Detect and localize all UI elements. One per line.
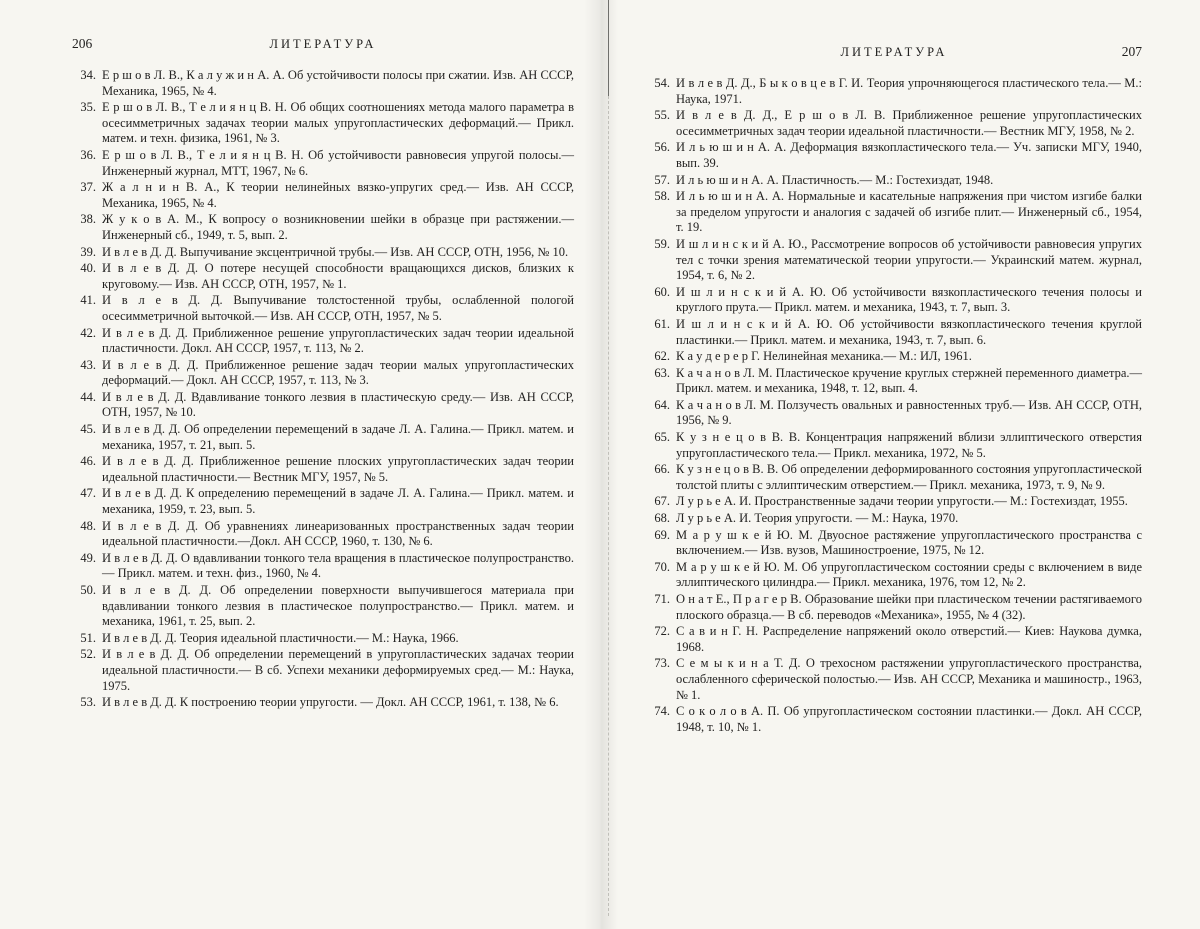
reference-item — [646, 349, 1142, 365]
reference-number: 63. — [654, 365, 670, 380]
reference-number: 46. — [80, 454, 96, 469]
reference-number: 38. — [80, 212, 96, 227]
reference-text: С а в и н Г. Н. Распределение напряжений около отверстий.— Киев: Наукова думка, 1968. — [676, 624, 1142, 654]
reference-text: К у з н е ц о в В. В. Концентрация напряжений вблизи эллиптического отверстия упругопластического тела.— Прикл. механика, 1972, № 5. — [676, 430, 1142, 460]
reference-text: Е р ш о в Л. В., Т е л и я н ц В. Н. Об устойчивости равновесия упругой полосы.— Инженерный журнал, МТТ, 1967, № 6. — [102, 147, 574, 178]
reference-text: И в л е в Д. Д. Об определении поверхности выпучившегося материала при вдавливании тонкого лезвия в пластическое полупространство.— Прикл. матем. и механика, 1961, т. 25, вып. 2. — [102, 583, 574, 629]
reference-text: И в л е в Д. Д., Е р ш о в Л. В. Приближенное решение упругопластических осесимметричных задач теории идеальной пластичности.— Вестник МГУ, 1958, № 2. — [676, 108, 1142, 138]
reference-text: К а ч а н о в Л. М. Пластическое кручение круглых стержней переменного диаметра.— Прикл. матем. и механика, 1948, т. 12, вып. 4. — [676, 365, 1142, 396]
reference-text: Ж у к о в А. М., К вопросу о возникновении шейки в образце при растяжении.— Инженерный сб., 1949, т. 5, вып. 2. — [102, 212, 574, 242]
reference-text: И в л е в Д. Д. Об уравнениях линеаризованных пространственных задач теории идеальной пластичности.—Докл. АН СССР, 1960, т. 130, № 6. — [102, 518, 574, 549]
reference-text: И ш л и н с к и й А. Ю. Об устойчивости вязкопластического течения круглой пластинки.— Прикл. матем. и механика, 1943, т. 7, вып. 6. — [676, 316, 1142, 347]
reference-item — [646, 76, 1142, 107]
reference-item — [72, 326, 574, 357]
reference-item — [646, 592, 1142, 623]
running-head-left: ЛИТЕРАТУРА — [269, 37, 377, 51]
reference-item — [646, 237, 1142, 284]
reference-text: И л ь ю ш и н А. А. Пластичность.— М.: Гостехиздат, 1948. — [676, 172, 994, 187]
reference-item — [646, 624, 1142, 655]
reference-item — [72, 293, 574, 324]
reference-number: 72. — [654, 624, 670, 639]
reference-item — [72, 454, 574, 485]
reference-number: 73. — [654, 656, 670, 671]
reference-number: 50. — [80, 583, 96, 597]
reference-number: 48. — [80, 518, 96, 533]
reference-item — [72, 180, 574, 211]
reference-item — [72, 68, 574, 99]
reference-text: Ж а л н и н В. А., К теории нелинейных вязко-упругих сред.— Изв. АН СССР, Механика, 1965, № 4. — [102, 180, 574, 210]
reference-item — [72, 551, 574, 582]
reference-item — [72, 631, 574, 647]
reference-text: И в л е в Д. Д. К определению перемещений в задаче Л. А. Галина.— Прикл. матем. и механика, 1959, т. 23, вып. 5. — [102, 486, 574, 517]
reference-item — [646, 366, 1142, 397]
reference-text: К а у д е р е р Г. Нелинейная механика.— М.: ИЛ, 1961. — [676, 349, 972, 364]
reference-text: Е р ш о в Л. В., К а л у ж и н А. А. Об устойчивости полосы при сжатии. Изв. АН СССР, Механика, 1965, № 4. — [102, 68, 574, 98]
reference-text: И в л е в Д. Д. Об определении перемещений в задаче Л. А. Галина.— Прикл. матем. и механика, 1957, т. 21, вып. 5. — [102, 422, 574, 452]
reference-number: 54. — [654, 76, 670, 90]
reference-text: И в л е в Д. Д., Б ы к о в ц е в Г. И. Теория упрочняющегося пластического тела.— М.: Наука, 1971. — [676, 76, 1142, 106]
reference-number: 41. — [80, 293, 96, 308]
reference-number: 69. — [654, 527, 670, 542]
reference-text: М а р у ш к е й Ю. М. Двуосное растяжение упругопластического пространства с включением.— Изв. вузов, Машиностроение, 1975, № 12. — [676, 527, 1142, 558]
reference-number: 58. — [654, 189, 670, 204]
reference-item — [72, 647, 574, 694]
reference-number: 43. — [80, 357, 96, 372]
reference-item — [72, 422, 574, 453]
page-header-right — [646, 44, 1142, 60]
page-right — [600, 0, 1200, 929]
reference-item — [72, 390, 574, 421]
reference-item — [646, 462, 1142, 493]
reference-text: О н а т Е., П р а г е р В. Образование шейки при пластическом течении растягиваемого плоского образца.— В сб. переводов «Механика», 1955, № 4 (32). — [676, 592, 1142, 622]
reference-number: 44. — [80, 389, 96, 404]
reference-text: К а ч а н о в Л. М. Ползучесть овальных и равностенных труб.— Изв. АН СССР, ОТН, 1956, № 9. — [676, 397, 1142, 428]
reference-number: 70. — [654, 559, 670, 574]
reference-text: Л у р ь е А. И. Теория упругости. — М.: Наука, 1970. — [676, 511, 959, 526]
reference-item — [646, 317, 1142, 348]
reference-item — [72, 245, 574, 261]
reference-item — [646, 173, 1142, 189]
reference-number: 59. — [654, 236, 670, 251]
reference-text: М а р у ш к е й Ю. М. Об упругопластическом состоянии среды с включением в виде эллиптического цилиндра.— Прикл. механика, 1976, том 12, № 2. — [676, 559, 1142, 590]
reference-number: 37. — [80, 180, 96, 195]
reference-text: С е м ы к и н а Т. Д. О трехосном растяжении упругопластического пространства, ослабленного сферической полостью.— Изв. АН СССР, Механика и машиностр., 1963, № 1. — [676, 656, 1142, 702]
reference-number: 49. — [80, 550, 96, 565]
reference-text: И ш л и н с к и й А. Ю. Об устойчивости вязкопластического течения полосы и круглого прута.— Прикл. матем. и механика, 1943, т. 7, вып. 3. — [676, 284, 1142, 315]
reference-text: И в л е в Д. Д. Выпучивание толстостенной трубы, ослабленной пологой осесимметричной выточкой.— Изв. АН СССР, ОТН, 1957, № 5. — [102, 293, 574, 323]
reference-item — [72, 212, 574, 243]
reference-number: 42. — [80, 325, 96, 340]
running-head-right: ЛИТЕРАТУРА — [840, 45, 948, 59]
reference-number: 62. — [654, 349, 670, 364]
reference-item — [72, 261, 574, 292]
reference-item — [646, 560, 1142, 591]
reference-text: И в л е в Д. Д. Приближенное решение задач теории малых упругопластических деформаций.— Докл. АН СССР, 1957, т. 113, № 3. — [102, 357, 574, 388]
reference-text: И ш л и н с к и й А. Ю., Рассмотрение вопросов об устойчивости равновесия упругих тел с точки зрения математической теории упругости.— Украинский матем. журнал, 1954, т. 6, № 2. — [676, 236, 1142, 283]
reference-item — [646, 528, 1142, 559]
reference-number: 35. — [80, 100, 96, 115]
reference-number: 55. — [654, 108, 670, 123]
reference-item — [72, 519, 574, 550]
reference-text: Л у р ь е А. И. Пространственные задачи теории упругости.— М.: Гостехиздат, 1955. — [676, 494, 1128, 509]
reference-text: И л ь ю ш и н А. А. Деформация вязкопластического тела.— Уч. записки МГУ, 1940, вып. 39. — [676, 140, 1142, 170]
page-header-left — [72, 36, 574, 52]
reference-list-left — [72, 68, 574, 711]
reference-number: 34. — [80, 68, 96, 82]
reference-item — [646, 704, 1142, 735]
reference-item — [72, 583, 574, 630]
reference-text: И в л е в Д. Д. Выпучивание эксцентричной трубы.— Изв. АН СССР, ОТН, 1956, № 10. — [102, 244, 569, 259]
reference-text: И в л е в Д. Д. Теория идеальной пластичности.— М.: Наука, 1966. — [102, 630, 459, 645]
reference-number: 66. — [654, 462, 670, 477]
reference-number: 40. — [80, 261, 96, 276]
reference-text: Е р ш о в Л. В., Т е л и я н ц В. Н. Об общих соотношениях метода малого параметра в осесимметричных задачах теории малых упругопластических деформаций.— Прикл. матем. и техн. физика, 1961, № 3. — [102, 100, 574, 146]
reference-item — [646, 108, 1142, 139]
reference-text: И в л е в Д. Д. О вдавливании тонкого тела вращения в пластическое полупространство.— Прикл. матем. и техн. физ., 1960, № 4. — [102, 550, 574, 581]
reference-item — [646, 656, 1142, 703]
reference-text: И в л е в Д. Д. Вдавливание тонкого лезвия в пластическую среду.— Изв. АН СССР, ОТН, 1957, № 10. — [102, 389, 574, 420]
reference-number: 71. — [654, 592, 670, 606]
reference-text: И в л е в Д. Д. Приближенное решение упругопластических задач теории идеальной пластичности. Докл. АН СССР, 1957, т. 113, № 2. — [102, 325, 574, 356]
reference-item — [646, 189, 1142, 236]
reference-text: И в л е в Д. Д. К построению теории упругости. — Докл. АН СССР, 1961, т. 138, № 6. — [102, 695, 559, 710]
page-number-left: 206 — [72, 36, 93, 51]
reference-item — [72, 148, 574, 179]
reference-text: И в л е в Д. Д. Приближенное решение плоских упругопластических задач теории идеальной пластичности.— Вестник МГУ, 1957, № 5. — [102, 454, 574, 484]
reference-number: 60. — [654, 284, 670, 299]
reference-item — [72, 695, 574, 711]
reference-number: 52. — [80, 647, 96, 662]
reference-number: 51. — [80, 630, 96, 645]
reference-item — [646, 140, 1142, 171]
reference-number: 36. — [80, 147, 96, 162]
reference-number: 53. — [80, 695, 96, 710]
reference-text: И л ь ю ш и н А. А. Нормальные и касательные напряжения при чистом изгибе балки за пределом упругости и аналогия с задачей об изгибе плит.— Инженерный сб., 1954, т. 19. — [676, 189, 1142, 235]
reference-number: 65. — [654, 430, 670, 445]
reference-item — [646, 398, 1142, 429]
reference-item — [72, 486, 574, 517]
reference-text: К у з н е ц о в В. В. Об определении деформированного состояния упругопластической толстой плиты с эллиптическим отверстием.— Прикл. механика, 1973, т. 9, № 9. — [676, 462, 1142, 492]
reference-item — [72, 358, 574, 389]
reference-number: 39. — [80, 244, 96, 259]
reference-number: 61. — [654, 316, 670, 331]
reference-number: 67. — [654, 494, 670, 509]
reference-number: 57. — [654, 172, 670, 187]
reference-item — [646, 285, 1142, 316]
reference-number: 74. — [654, 704, 670, 719]
reference-list-right — [646, 76, 1142, 735]
reference-text: И в л е в Д. Д. Об определении перемещений в упругопластических задачах теории идеальной пластичности.— В сб. Успехи механики деформируемых сред.— М.: Наука, 1975. — [102, 647, 574, 693]
reference-item — [646, 494, 1142, 510]
reference-item — [72, 100, 574, 147]
reference-number: 68. — [654, 511, 670, 526]
reference-number: 45. — [80, 422, 96, 437]
reference-text: И в л е в Д. Д. О потере несущей способности вращающихся дисков, близких к круговому.— Изв. АН СССР, ОТН, 1957, № 1. — [102, 261, 574, 291]
reference-number: 47. — [80, 486, 96, 501]
reference-text: С о к о л о в А. П. Об упругопластическом состоянии пластинки.— Докл. АН СССР, 1948, т. 10, № 1. — [676, 704, 1142, 734]
reference-number: 64. — [654, 397, 670, 412]
reference-item — [646, 430, 1142, 461]
page-number-right: 207 — [1121, 44, 1142, 59]
reference-number: 56. — [654, 140, 670, 155]
reference-item — [646, 511, 1142, 527]
